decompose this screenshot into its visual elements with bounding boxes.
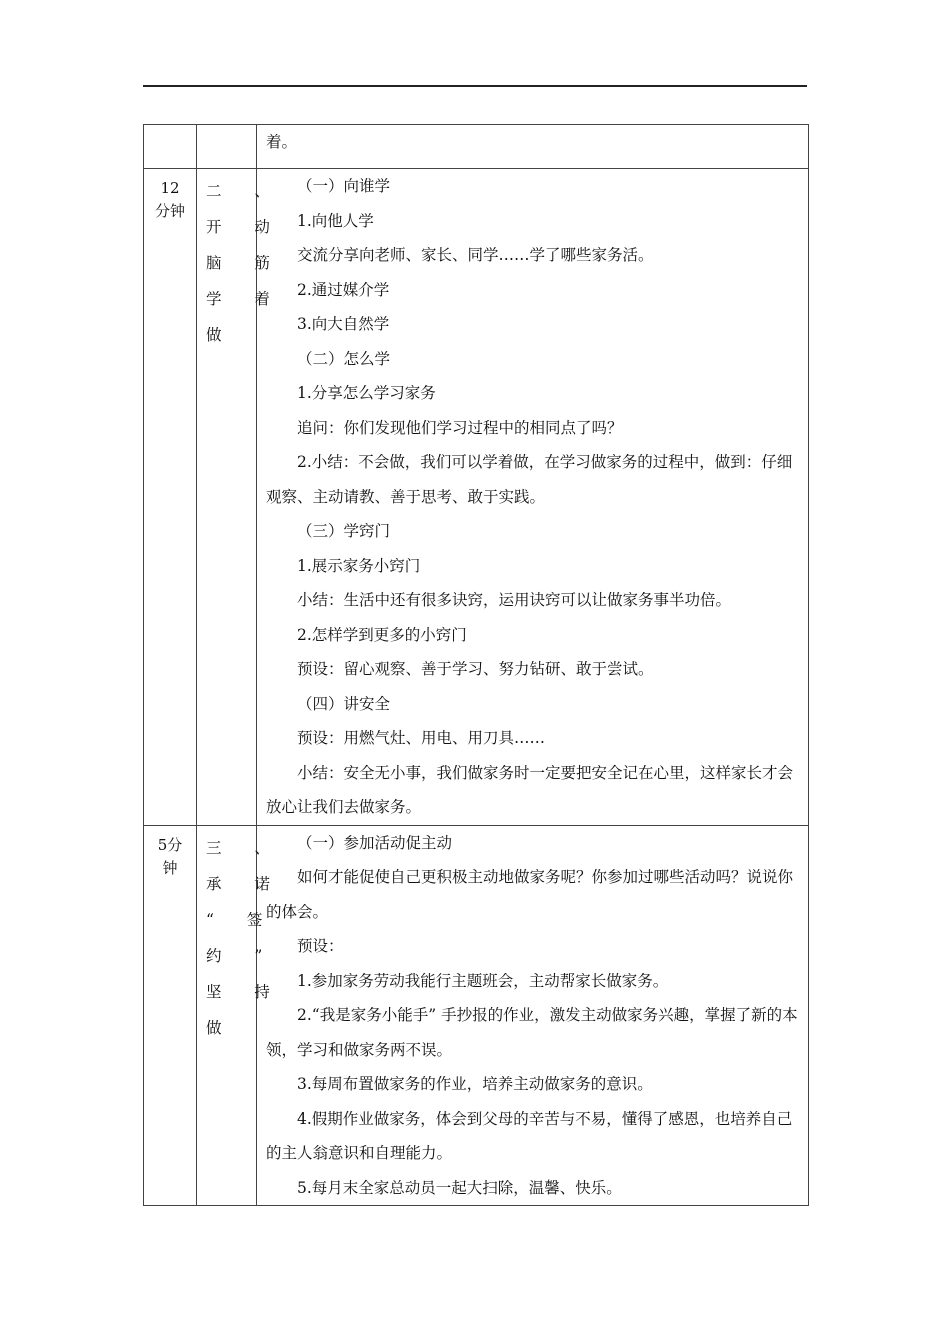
content-line: 交流分享向老师、家长、同学……学了哪些家务活。 <box>297 246 654 264</box>
content-line: 5.每月末全家总动员一起大扫除，温馨、快乐。 <box>297 1178 622 1197</box>
section-title-line: 脑 筋 <box>206 254 284 272</box>
content-line: 2.“我是家务小能手” 手抄报的作业，激发主动做家务兴趣，掌握了新的本领，学习和做家务两不误。 <box>266 1006 798 1059</box>
subsection-heading: （一）参加活动促主动 <box>297 833 453 852</box>
content-line: 2.小结：不会做，我们可以学着做，在学习做家务的过程中，做到：仔细观察、主动请教、善于思考、敢于实践。 <box>266 453 793 506</box>
time-cell <box>144 825 197 1206</box>
table-row <box>144 169 809 826</box>
header-rule <box>143 85 807 87</box>
time-cell <box>144 125 197 169</box>
content-line: 如何才能促使自己更积极主动地做家务呢？你参加过哪些活动吗？说说你的体会。 <box>266 868 794 921</box>
content-line: 1.向他人学 <box>297 211 374 230</box>
section-title-line: 三 、 <box>206 838 284 857</box>
section-title-line: 约 ” <box>206 946 277 965</box>
time-label: 5分 <box>157 835 183 854</box>
time-label: 分钟 <box>154 202 185 220</box>
section-cell <box>197 169 284 826</box>
subsection-heading: （一）向谁学 <box>297 177 391 195</box>
table-row <box>144 825 809 1206</box>
section-title-line: 学 着 <box>206 290 284 308</box>
content-line: 1.参加家务劳动我能行主题班会，主动帮家长做家务。 <box>297 971 669 990</box>
section-title-line: “ 签 <box>206 910 277 929</box>
content-line: 小结：安全无小事，我们做家务时一定要把安全记在心里，这样家长才会放心让我们去做家务。 <box>266 763 794 816</box>
section-title-line: 做 <box>206 1018 236 1037</box>
section-cell <box>197 825 284 1206</box>
lesson-plan-table <box>143 124 809 1206</box>
content-line: 3.每周布置做家务的作业，培养主动做家务的意识。 <box>297 1075 653 1093</box>
content-line: 预设：用燃气灶、用电、用刀具…… <box>297 729 546 747</box>
table-row <box>144 125 809 169</box>
content-line: 1.展示家务小窍门 <box>297 556 421 575</box>
content-line: 预设： <box>297 937 344 955</box>
section-title-line: 二 、 <box>206 182 284 200</box>
content-line: 4.假期作业做家务，体会到父母的辛苦与不易，懂得了感恩，也培养自己的主人翁意识和自理能力。 <box>266 1109 793 1162</box>
content-line: 1.分享怎么学习家务 <box>297 384 436 402</box>
content-line: 预设：留心观察、善于学习、努力钻研、敢于尝试。 <box>297 660 654 678</box>
subsection-heading: （二）怎么学 <box>297 349 391 368</box>
section-cell <box>197 125 257 169</box>
content-cell <box>257 125 809 169</box>
content-line: 2.怎样学到更多的小窍门 <box>297 625 467 644</box>
content-line: 着。 <box>266 133 298 151</box>
time-cell <box>144 169 197 826</box>
content-line: 追问：你们发现他们学习过程中的相同点了吗？ <box>297 418 623 437</box>
content-line: 3.向大自然学 <box>297 315 390 333</box>
section-title-line: 坚 持 <box>206 982 284 1001</box>
subsection-heading: （三）学窍门 <box>297 522 391 540</box>
section-title-line: 开 动 <box>206 218 284 236</box>
subsection-heading: （四）讲安全 <box>297 694 391 713</box>
content-line: 2.通过媒介学 <box>297 280 390 299</box>
section-title-line: 承 诺 <box>206 874 284 893</box>
section-title-line: 做 <box>206 326 236 344</box>
time-label: 钟 <box>162 858 178 877</box>
content-cell <box>257 169 809 826</box>
time-label: 12 <box>160 179 180 197</box>
content-line: 小结：生活中还有很多诀窍，运用诀窍可以让做家务事半功倍。 <box>297 591 732 609</box>
content-cell <box>257 825 809 1206</box>
